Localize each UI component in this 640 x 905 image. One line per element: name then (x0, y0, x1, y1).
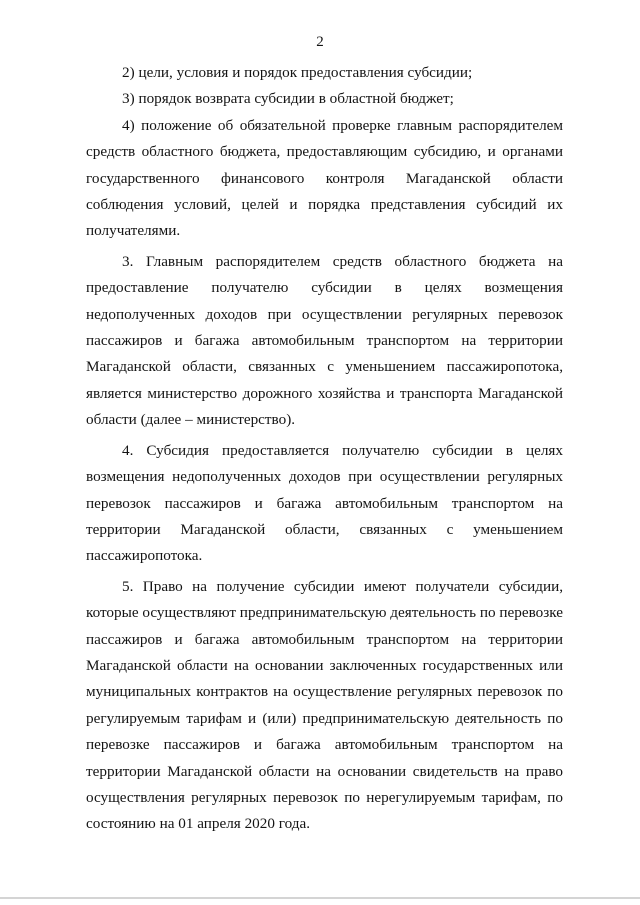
bottom-edge-divider (0, 897, 640, 899)
list-item-return-procedure: 3) порядок возврата субсидии в областной бюджет; (122, 90, 454, 108)
clause-5-eligibility: 5. Право на получение субсидии имеют получатели субсидии, которые осуществляют предпринимательскую деятельность по перевозке пассажиров и багажа автомобильным транспортом на территории Магаданской области на основании заключенных государственных или муниципальных контрактов на осуществление регулярных перевозок по регулируемым тарифам и (или) предпринимательскую деятельность по перевозке пассажиров и багажа автомобильным транспортом на территории Магаданской области на основании свидетельств на право осуществления регулярных перевозок по нерегулируемым тарифам, по состоянию на 01 апреля 2020 года. (86, 577, 563, 833)
document-body (86, 60, 563, 838)
page-number: 2 (316, 34, 324, 50)
list-item-goals-conditions: 2) цели, условия и порядок предоставления субсидии; (122, 64, 473, 81)
list-item-compliance-check: 4) положение об обязательной проверке главным распорядителем средств областного бюджета, предоставляющим субсидию, и органами государственного финансового контроля Магаданской области соблюдения условий, целей и порядка представления субсидий их получателями. (86, 116, 563, 240)
clause-3-main-administrator: 3. Главным распорядителем средств областного бюджета на предоставление получателю субсидии в целях возмещения недополученных доходов при осуществлении регулярных перевозок пассажиров и багажа автомобильным транспортом на территории Магаданской области, связанных с уменьшением пассажиропотока, является министерство дорожного хозяйства и транспорта Магаданской области (далее – министерство). (86, 252, 563, 429)
clause-4-subsidy-purpose: 4. Субсидия предоставляется получателю субсидии в целях возмещения недополученных доходов при осуществлении регулярных перевозок пассажиров и багажа автомобильным транспортом на территории Магаданской области, связанных с уменьшением пассажиропотока. (86, 441, 563, 565)
